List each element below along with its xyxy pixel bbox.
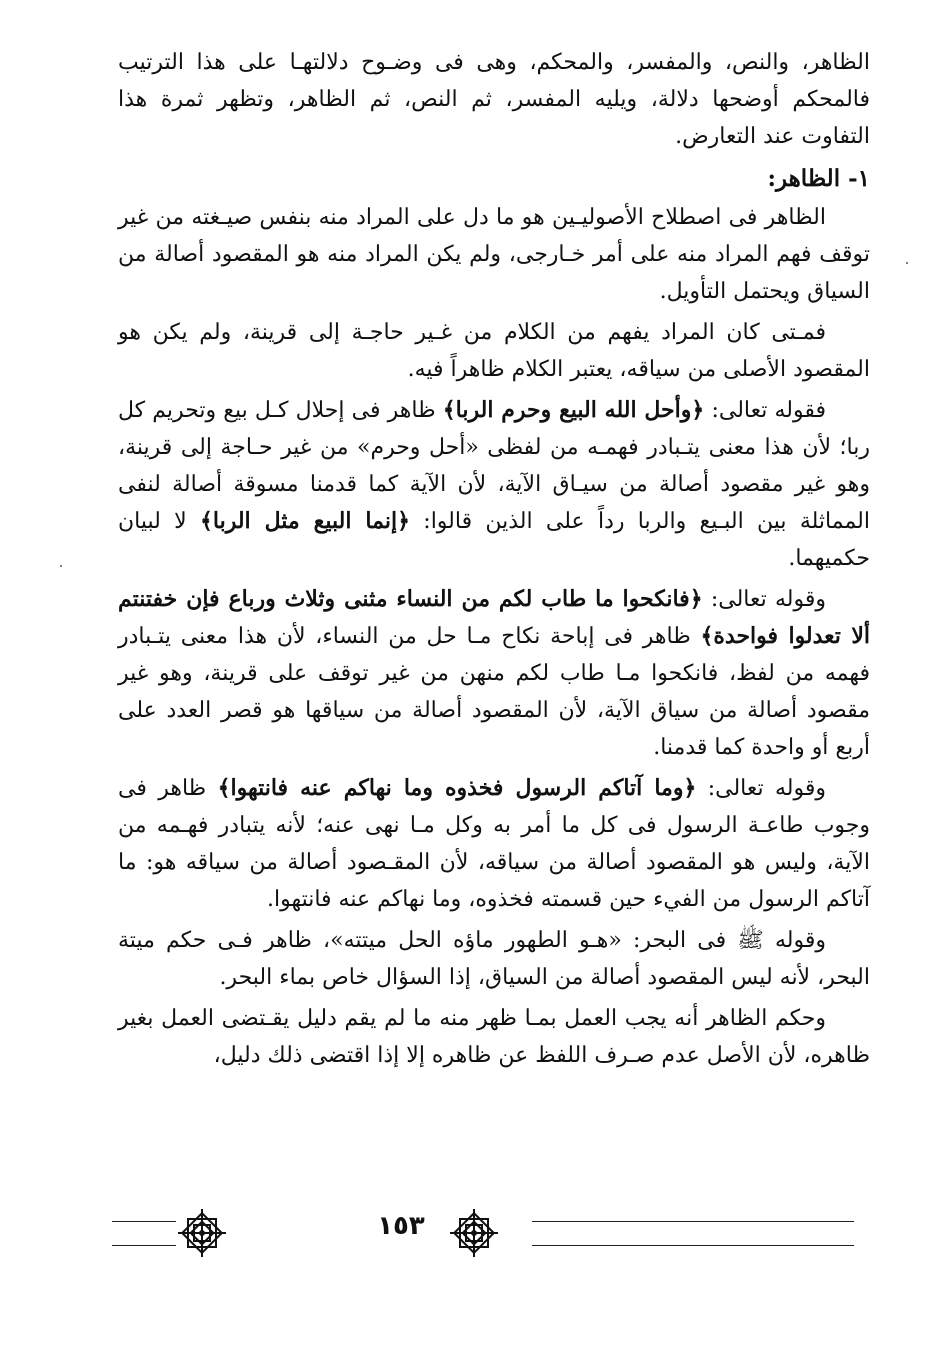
footer-rule-right-bottom: [532, 1245, 854, 1246]
paragraph-definition: الظاهر فى اصطلاح الأصوليـين هو ما دل على المراد منه بنفس صيـغته من غير توقف فهم المراد منه على أمر خـارجى، ولم يكن المراد منه هو المقصود أصالة من السياق ويحتمل التأويل.: [118, 205, 870, 304]
page-body: [118, 44, 870, 1078]
paragraph-intro: الظاهر، والنص، والمفسر، والمحكم، وهى فى وضـوح دلالتهـا على هذا الترتيب فالمحكم أوضحها دلالة، ويليه المفسر، ثم النص، ثم الظاهر، وتظهر ثمرة هذا التفاوت عند التعارض.: [118, 50, 870, 149]
paragraph-example-riba: [118, 392, 870, 577]
scan-speck: [60, 565, 62, 567]
paragraph-text-end: لا لبيان حكميهما.: [118, 509, 870, 571]
paragraph-text-before: وقوله تعالى:: [696, 776, 826, 801]
scan-speck: [906, 262, 908, 264]
paragraph-example-messenger: [118, 770, 870, 918]
paragraph-text-after: ظاهر فى إحلال كـل بيع وتحريم كل ربا؛ لأن هذا معنى يتـبادر فهمـه من لفظى «أحل وحرم» من غير حـاجة إلى قرينة، وهو غير مقصود أصالة من سيـاق الآية، لأن الآية كما قدمنا مسوقة أصالة لنفى المماثلة بين البـيع والربا رداً على الذين قالوا:: [118, 398, 870, 534]
paragraph-ruling: وحكم الظاهر أنه يجب العمل بمـا ظهر منه ما لم يقم دليل يقـتضى العمل بغير ظاهره، لأن الأصل عدم صـرف اللفظ عن ظاهره إلا إذا اقتضى ذلك دليل،: [118, 1006, 870, 1068]
footer-rule-left-bottom: [112, 1245, 176, 1246]
paragraph-text-after: ظاهر فى وجوب طاعـة الرسول فى كل ما أمر به وكل مـا نهى عنه؛ لأنه يتبادر فهـمه من الآية، وليس هو المقصود أصالة من سياقه، لأن المقـصود أصالة من سياقه هو: ما آتاكم الرسول من الفيء حين قسمته فخذوه، وما نهاكم عنه فانتهوا.: [118, 776, 870, 912]
paragraph-example-sea: وقوله ﷺ فى البحر: «هـو الطهور ماؤه الحل ميتته»، ظاهر فـى حكم ميتة البحر، لأنه ليس المقصود أصالة من السياق، إذا السؤال خاص بماء البحر.: [118, 928, 870, 990]
paragraph-text-before: وقوله تعالى:: [702, 587, 826, 612]
footer-rule-right-top: [532, 1221, 854, 1222]
footer-rule-left-top: [112, 1221, 176, 1222]
paragraph-meaning: فمـتى كان المراد يفهم من الكلام من غـير حاجـة إلى قرينة، ولم يكن هو المقصود الأصلى من سياقه، يعتبر الكلام ظاهراً فيه.: [118, 320, 870, 382]
quran-quote: ﴿فانكحوا ما طاب لكم من النساء مثنى وثلاث ورباع فإن خفتنتم ألا تعدلوا فواحدة﴾: [118, 586, 870, 649]
page-number: ١٥٣: [377, 1211, 425, 1241]
star-knot-ornament-icon: [176, 1207, 228, 1259]
quran-quote: ﴿إنما البيع مثل الربا﴾: [199, 508, 410, 534]
star-knot-ornament-icon: [448, 1207, 500, 1259]
paragraph-text-before: فقوله تعالى:: [704, 398, 827, 423]
quran-quote: ﴿وما آتاكم الرسول فخذوه وما نهاكم عنه فانتهوا﴾: [217, 775, 697, 801]
paragraph-text-after: ظاهر فى إباحة نكاح مـا حل من النساء، لأن هذا معنى يتـبادر فهمه من لفظ، فانكحوا مـا طاب لكم منهن من غير توقف على قرينة، وهو غير مقصود أصالة من سياق الآية، لأن المقصود أصالة من سياقها هو قصر العدد على أربع أو واحدة كما قدمنا.: [118, 624, 870, 760]
paragraph-example-marriage: [118, 581, 870, 766]
page-footer: [112, 1205, 854, 1265]
section-heading: ١- الظاهر:: [767, 165, 870, 192]
quran-quote: ﴿وأحل الله البيع وحرم الربا﴾: [442, 397, 705, 423]
